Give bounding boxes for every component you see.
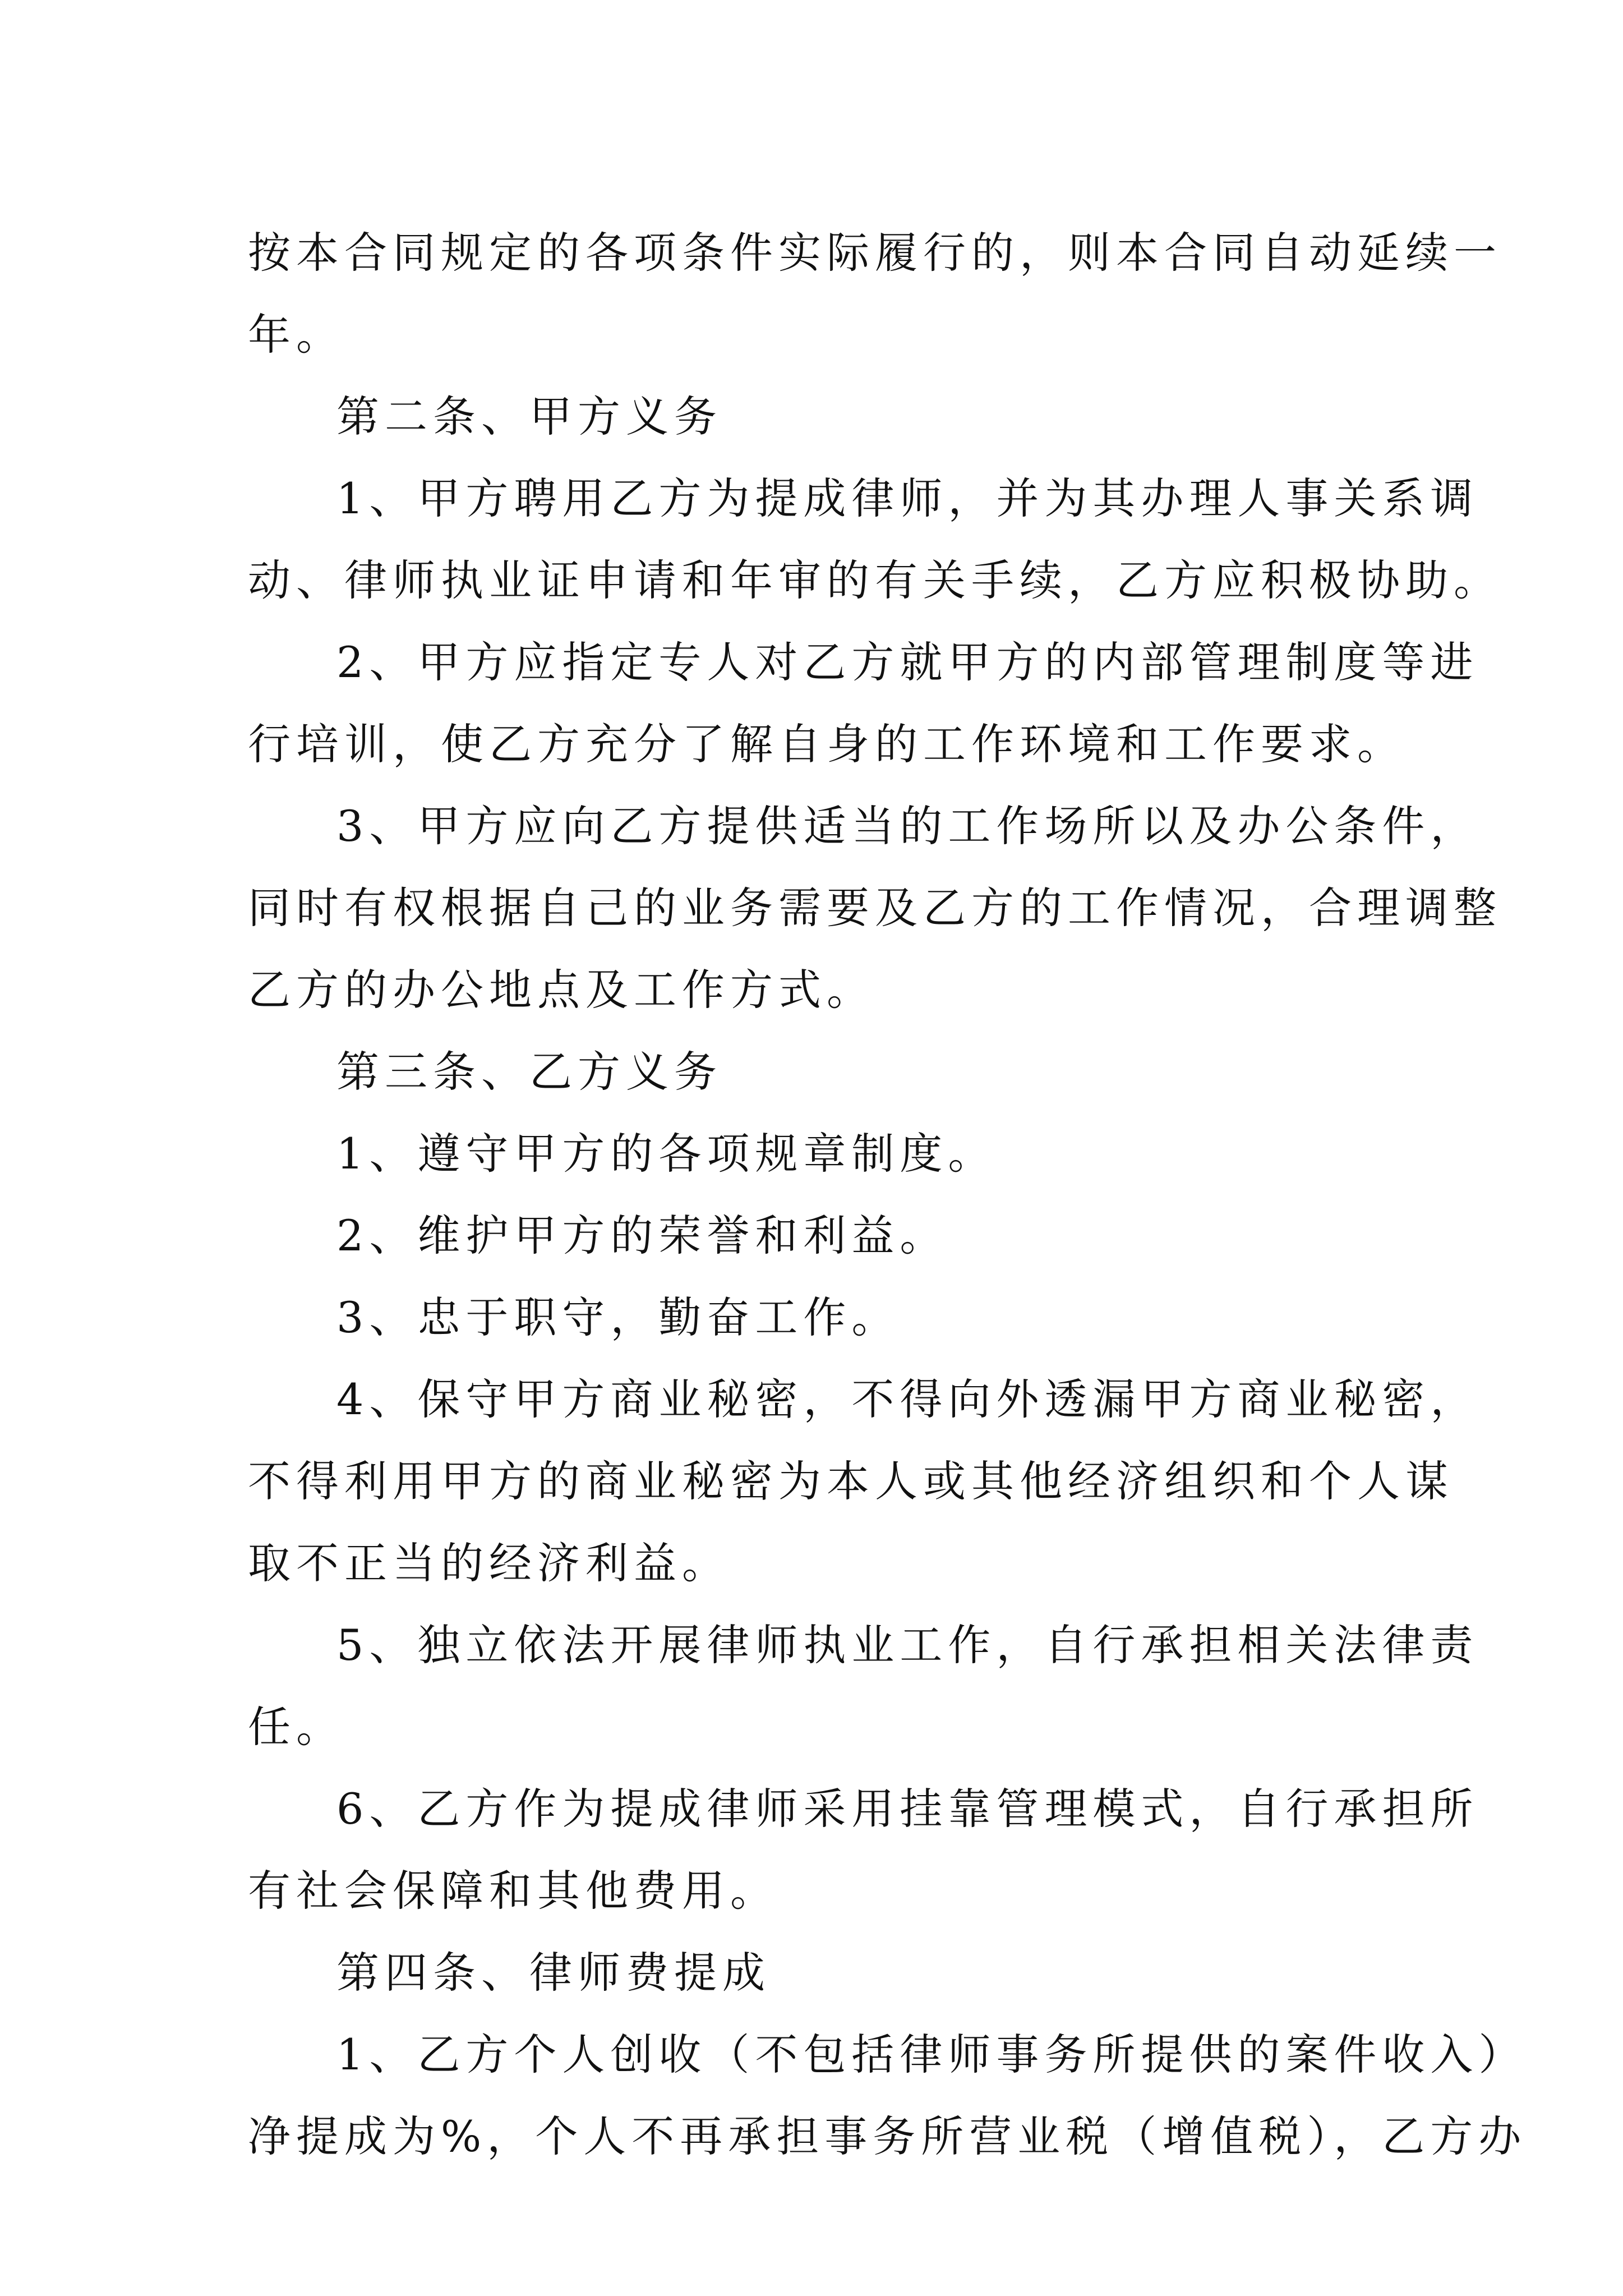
- text-line: 1、遵守甲方的各项规章制度。: [336, 1129, 997, 1179]
- text-line: 动、律师执业证申请和年审的有关手续，乙方应积极协助。: [248, 555, 1502, 605]
- document-body: [248, 212, 1527, 2178]
- text-line: 4、保守甲方商业秘密，不得向外透漏甲方商业秘密，: [336, 1374, 1479, 1424]
- text-line: 1、甲方聘用乙方为提成律师，并为其办理人事关系调: [336, 473, 1479, 523]
- text-line: 2、甲方应指定专人对乙方就甲方的内部管理制度等进: [336, 637, 1479, 687]
- text-line: 6、乙方作为提成律师采用挂靠管理模式，自行承担所: [336, 1784, 1479, 1834]
- text-line: 3、甲方应向乙方提供适当的工作场所以及办公条件，: [336, 801, 1479, 851]
- text-line: 有社会保障和其他费用。: [248, 1866, 778, 1916]
- text-line: 5、独立依法开展律师执业工作，自行承担相关法律责: [336, 1620, 1479, 1670]
- text-line: 任。: [248, 1702, 344, 1752]
- section-heading: 第三条、乙方义务: [336, 1047, 722, 1097]
- text-line: 行培训，使乙方充分了解自身的工作环境和工作要求。: [248, 719, 1405, 769]
- section-heading: 第二条、甲方义务: [336, 392, 722, 441]
- text-line: 同时有权根据自己的业务需要及乙方的工作情况，合理调整: [248, 883, 1502, 933]
- text-line: 净提成为%，个人不再承担事务所营业税（增值税），乙方办: [248, 2111, 1527, 2161]
- text-line: 年。: [248, 310, 344, 360]
- section-heading: 第四条、律师费提成: [336, 1948, 771, 1998]
- text-line: 按本合同规定的各项条件实际履行的，则本合同自动延续一: [248, 228, 1502, 278]
- text-line: 乙方的办公地点及工作方式。: [248, 965, 875, 1015]
- text-line: 2、维护甲方的荣誉和利益。: [336, 1211, 948, 1260]
- text-line: 1、乙方个人创收（不包括律师事务所提供的案件收入）: [336, 2030, 1527, 2079]
- text-line: 不得利用甲方的商业秘密为本人或其他经济组织和个人谋: [248, 1456, 1454, 1506]
- text-line: 取不正当的经济利益。: [248, 1538, 730, 1588]
- text-line: 3、忠于职守，勤奋工作。: [336, 1292, 900, 1342]
